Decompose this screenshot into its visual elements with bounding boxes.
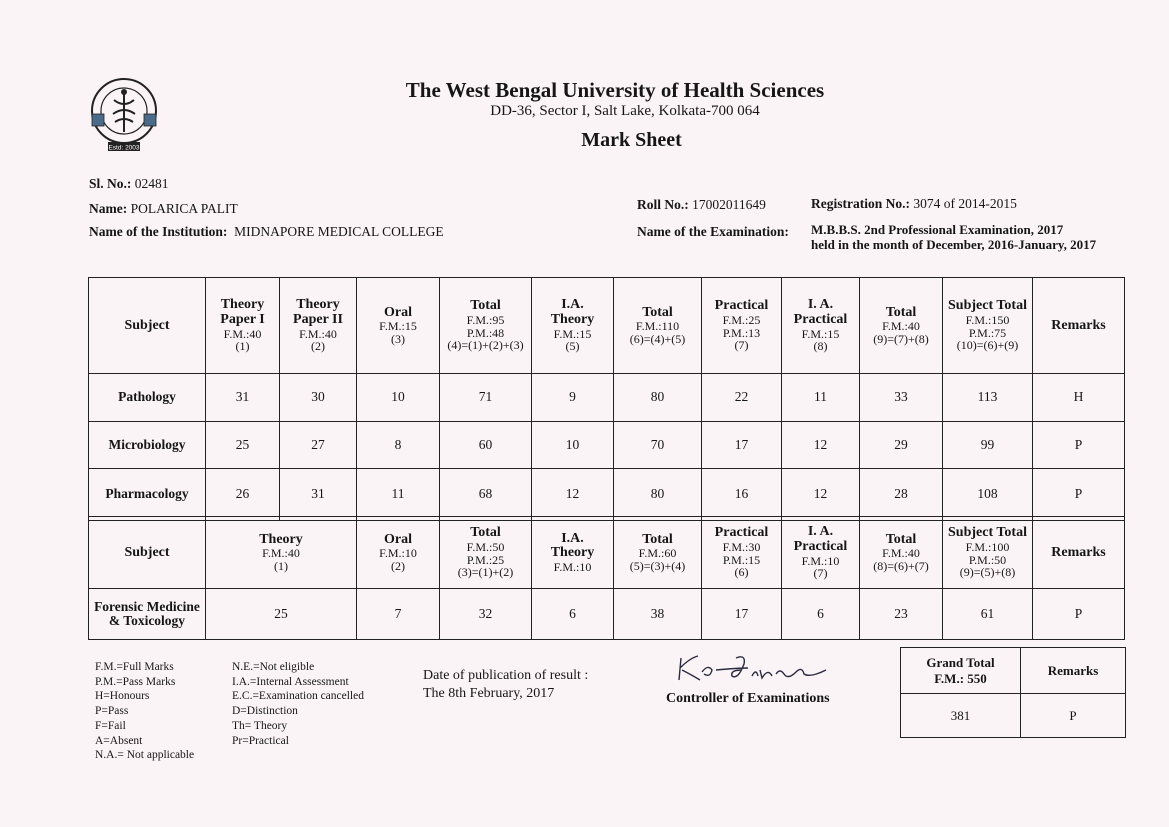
roll-label: Roll No.: [637,197,689,212]
publication-date: The 8th February, 2017 [423,686,555,701]
header-theory-paper-1: Theory Paper I F.M.:40 (1) [206,278,280,374]
mark-sheet-title: Mark Sheet [581,129,682,151]
header-practical: Practical F.M.:25 P.M.:13 (7) [702,278,782,374]
header-remarks: Remarks [1033,278,1125,374]
mark-cell: 33 [860,374,943,422]
mark-cell: 23 [860,589,943,640]
header-subject-total: Subject Total F.M.:150 P.M.:75 (10)=(6)+(9) [943,278,1033,374]
student-name [89,201,238,217]
grand-total-remark: P [1021,694,1126,738]
institution-value: MIDNAPORE MEDICAL COLLEGE [234,224,444,239]
remark-cell: P [1033,469,1125,521]
mark-cell: 61 [943,589,1033,640]
mark-cell: 68 [440,469,532,521]
header-oral: Oral F.M.:10 (2) [357,517,440,589]
legend-item: P=Pass [95,705,129,718]
serial-value: 02481 [134,176,169,191]
mark-cell: 31 [206,374,280,422]
mark-cell: 25 [206,589,357,640]
controller-signature [676,650,846,690]
header-subject: Subject [89,278,206,374]
examination-label: Name of the Examination: [637,224,789,239]
mark-cell: 12 [532,469,614,521]
mark-cell: 6 [532,589,614,640]
legend-item: E.C.=Examination cancelled [232,690,364,703]
registration-number [811,196,1017,212]
remark-cell: P [1033,422,1125,469]
mark-cell: 80 [614,469,702,521]
table-row [89,589,1125,640]
table-1-header-row [89,278,1125,374]
name-label: Name: [89,201,128,216]
university-address: DD-36, Sector I, Salt Lake, Kolkata-700 064 [490,103,760,119]
grand-total-remarks-header: Remarks [1021,648,1126,694]
header-total-theory: Total F.M.:95 P.M.:48 (4)=(1)+(2)+(3) [440,278,532,374]
legend-item: N.E.=Not eligible [232,661,315,673]
serial-number [89,176,169,192]
registration-value: 3074 of 2014-2015 [913,196,1017,211]
subject-cell: Pathology [89,374,206,422]
mark-cell: 12 [782,469,860,521]
header-subject: Subject [89,517,206,589]
subject-cell: Forensic Medicine & Toxicology [89,589,206,640]
table-row [89,374,1125,422]
logo-estd-text: Estd: 2003 [108,144,140,152]
header-total-practical: Total F.M.:40 (9)=(7)+(8) [860,278,943,374]
mark-cell: 9 [532,374,614,422]
name-value: POLARICA PALIT [130,201,238,216]
mark-cell: 80 [614,374,702,422]
grand-total-value: 381 [901,694,1021,738]
legend-item: Pr=Practical [232,734,289,747]
legend-column-2 [232,660,364,748]
subject-cell: Pharmacology [89,469,206,521]
mark-cell: 60 [440,422,532,469]
mark-cell: 10 [357,374,440,422]
mark-cell: 38 [614,589,702,640]
institution [89,224,444,240]
table-row [89,422,1125,469]
header-total-with-ia: Total F.M.:60 (5)=(3)+(4) [614,517,702,589]
mark-cell: 16 [702,469,782,521]
mark-cell: 22 [702,374,782,422]
mark-cell: 17 [702,422,782,469]
legend-item: Th= Theory [232,719,288,732]
mark-cell: 32 [440,589,532,640]
examination-name: M.B.B.S. 2nd Professional Examination, 2017 [811,222,1064,237]
legend-item: A=Absent [95,734,143,747]
roll-number [637,197,766,213]
legend-item: I.A.=Internal Assessment [232,675,349,688]
mark-cell: 31 [280,469,357,521]
mark-cell: 29 [860,422,943,469]
mark-cell: 25 [206,422,280,469]
table-row [89,469,1125,521]
header-practical: Practical F.M.:30 P.M.:15 (6) [702,517,782,589]
mark-cell: 11 [782,374,860,422]
mark-cell: 70 [614,422,702,469]
roll-value: 17002011649 [692,197,766,212]
header-total-practical: Total F.M.:40 (8)=(6)+(7) [860,517,943,589]
header-oral: Oral F.M.:15 (3) [357,278,440,374]
controller-label: Controller of Examinations [666,691,830,706]
legend-item: F.M.=Full Marks [95,661,174,673]
institution-label: Name of the Institution: [89,224,228,239]
grand-total-table [900,647,1126,738]
marks-table-1 [88,277,1125,521]
publication-label: Date of publication of result : [423,668,589,683]
registration-label: Registration No.: [811,196,910,211]
mark-cell: 8 [357,422,440,469]
legend-item: F=Fail [95,719,126,732]
legend-column-1 [95,660,194,763]
marks-table-2 [88,516,1125,640]
mark-cell: 99 [943,422,1033,469]
grand-total-header: Grand Total F.M.: 550 [901,648,1021,694]
header-total-with-ia: Total F.M.:110 (6)=(4)+(5) [614,278,702,374]
mark-cell: 7 [357,589,440,640]
mark-cell: 71 [440,374,532,422]
subject-cell: Microbiology [89,422,206,469]
mark-cell: 11 [357,469,440,521]
mark-cell: 10 [532,422,614,469]
header-ia-theory: I.A. Theory F.M.:15 (5) [532,278,614,374]
legend-item: N.A.= Not applicable [95,749,195,762]
mark-cell: 30 [280,374,357,422]
header-theory: Theory F.M.:40 (1) [206,517,357,589]
legend-item: H=Honours [95,690,150,703]
table-2-header-row [89,517,1125,589]
header-ia-theory: I.A. Theory F.M.:10 [532,517,614,589]
mark-cell: 17 [702,589,782,640]
remark-cell: P [1033,589,1125,640]
mark-cell: 28 [860,469,943,521]
header-ia-practical: I. A. Practical F.M.:15 (8) [782,278,860,374]
header-subject-total: Subject Total F.M.:100 P.M.:50 (9)=(5)+(8) [943,517,1033,589]
mark-cell: 12 [782,422,860,469]
mark-cell: 6 [782,589,860,640]
legend-item: P.M.=Pass Marks [95,675,176,688]
header-ia-practical: I. A. Practical F.M.:10 (7) [782,517,860,589]
examination-session: held in the month of December, 2016-January, 2017 [811,237,1097,252]
header-total-theory: Total F.M.:50 P.M.:25 (3)=(1)+(2) [440,517,532,589]
serial-label: Sl. No.: [89,176,132,191]
mark-cell: 27 [280,422,357,469]
mark-cell: 108 [943,469,1033,521]
remark-cell: H [1033,374,1125,422]
mark-cell: 113 [943,374,1033,422]
university-title: The West Bengal University of Health Sciences [405,78,825,102]
header-remarks: Remarks [1033,517,1125,589]
legend-item: D=Distinction [232,705,298,718]
header-theory-paper-2: Theory Paper II F.M.:40 (2) [280,278,357,374]
mark-cell: 26 [206,469,280,521]
